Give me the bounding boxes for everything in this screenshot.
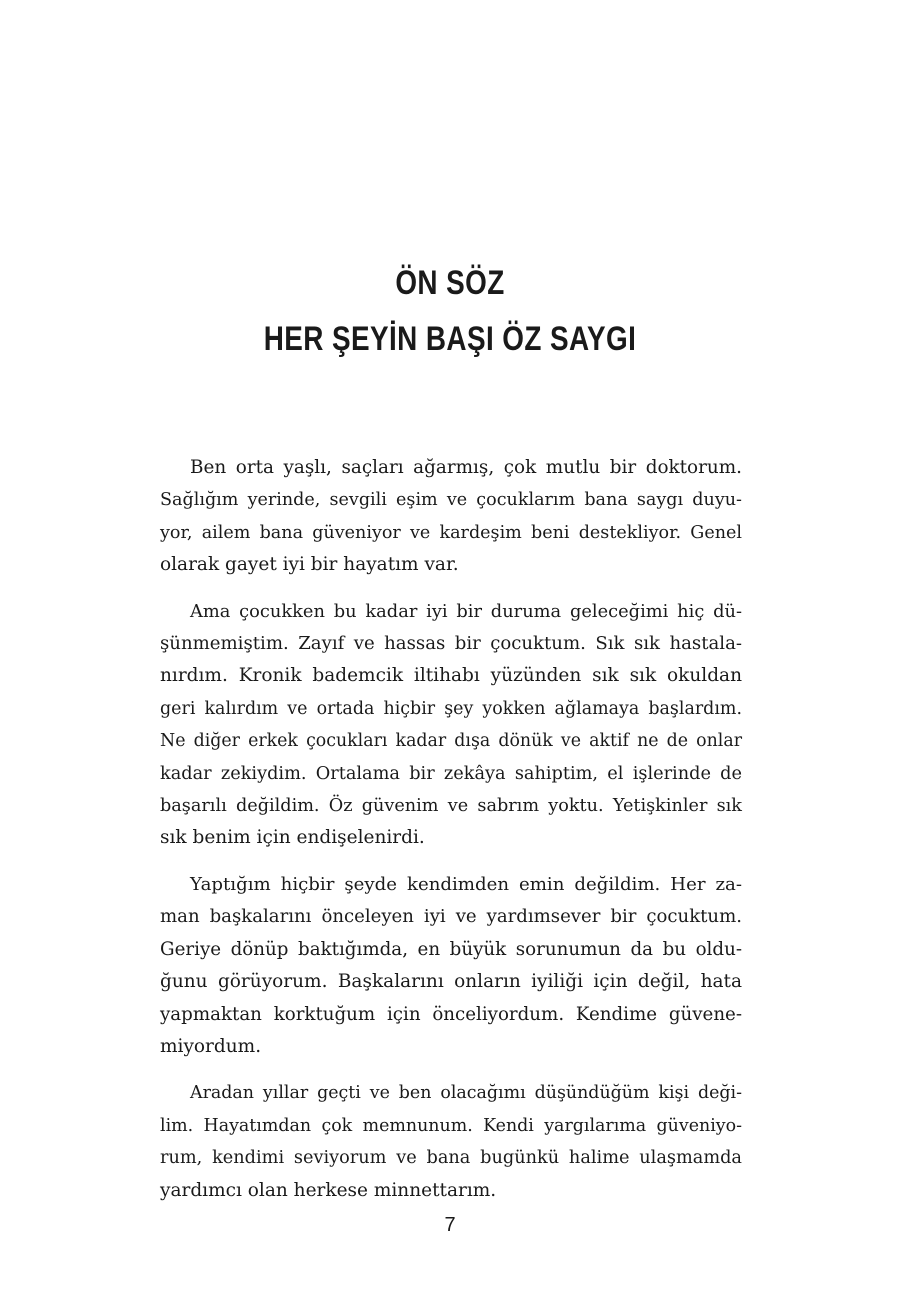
- text-line: rum, kendimi seviyorum ve bana bugünkü halime ulaşmamda: [160, 1148, 742, 1169]
- paragraph: [160, 869, 742, 1063]
- text-line: miyordum.: [160, 1035, 262, 1057]
- text-line: lim. Hayatımdan çok memnunum. Kendi yargılarıma güveniyo-: [160, 1115, 742, 1136]
- text-line: yapmaktan korktuğum için önceliyordum. Kendime güvene-: [160, 1003, 742, 1025]
- text-line: şünmemiştim. Zayıf ve hassas bir çocuktum. Sık sık hastala-: [160, 633, 742, 655]
- text-line: sık benim için endişelenirdi.: [160, 827, 425, 849]
- paragraph: [160, 596, 742, 855]
- text-line: kadar zekiydim. Ortalama bir zekâya sahiptim, el işlerinde de: [160, 763, 742, 784]
- text-line: Ne diğer erkek çocukları kadar dışa dönük ve aktif ne de onlar: [160, 731, 742, 752]
- text-line: nırdım. Kronik bademcik iltihabı yüzünden sık sık okuldan: [160, 665, 742, 687]
- text-line: man başkalarını önceleyen iyi ve yardımsever bir çocuktum.: [160, 906, 742, 928]
- text-line: Aradan yıllar geçti ve ben olacağımı düşündüğüm kişi deği-: [190, 1083, 742, 1104]
- paragraph: [160, 1077, 742, 1207]
- text-line: Yaptığım hiçbir şeyde kendimden emin değildim. Her za-: [190, 873, 742, 895]
- paragraph: [160, 452, 742, 582]
- text-line: Geriye dönüp baktığımda, en büyük sorunumun da bu oldu-: [160, 938, 742, 960]
- text-line: Ben orta yaşlı, saçları ağarmış, çok mutlu bir doktorum.: [190, 457, 742, 478]
- text-line: olarak gayet iyi bir hayatım var.: [160, 554, 459, 576]
- text-line: başarılı değildim. Öz güvenim ve sabrım yoktu. Yetişkinler sık: [160, 796, 742, 817]
- chapter-subtitle: HER ŞEYİN BAŞI ÖZ SAYGI: [263, 320, 637, 358]
- text-line: yor, ailem bana güveniyor ve kardeşim beni destekliyor. Genel: [160, 522, 742, 543]
- page-number: 7: [444, 1214, 456, 1236]
- text-line: Sağlığım yerinde, sevgili eşim ve çocuklarım bana saygı duyu-: [160, 490, 742, 511]
- chapter-heading: [81, 255, 819, 367]
- chapter-title: ÖN SÖZ: [395, 264, 505, 302]
- text-line: ğunu görüyorum. Başkalarını onların iyiliği için değil, hata: [160, 971, 742, 993]
- text-line: geri kalırdım ve ortada hiçbir şey yokken ağlamaya başlardım.: [160, 698, 742, 719]
- text-line: Ama çocukken bu kadar iyi bir duruma geleceğimi hiç dü-: [190, 600, 742, 622]
- text-line: yardımcı olan herkese minnettarım.: [160, 1179, 497, 1201]
- body-text: [160, 452, 742, 1221]
